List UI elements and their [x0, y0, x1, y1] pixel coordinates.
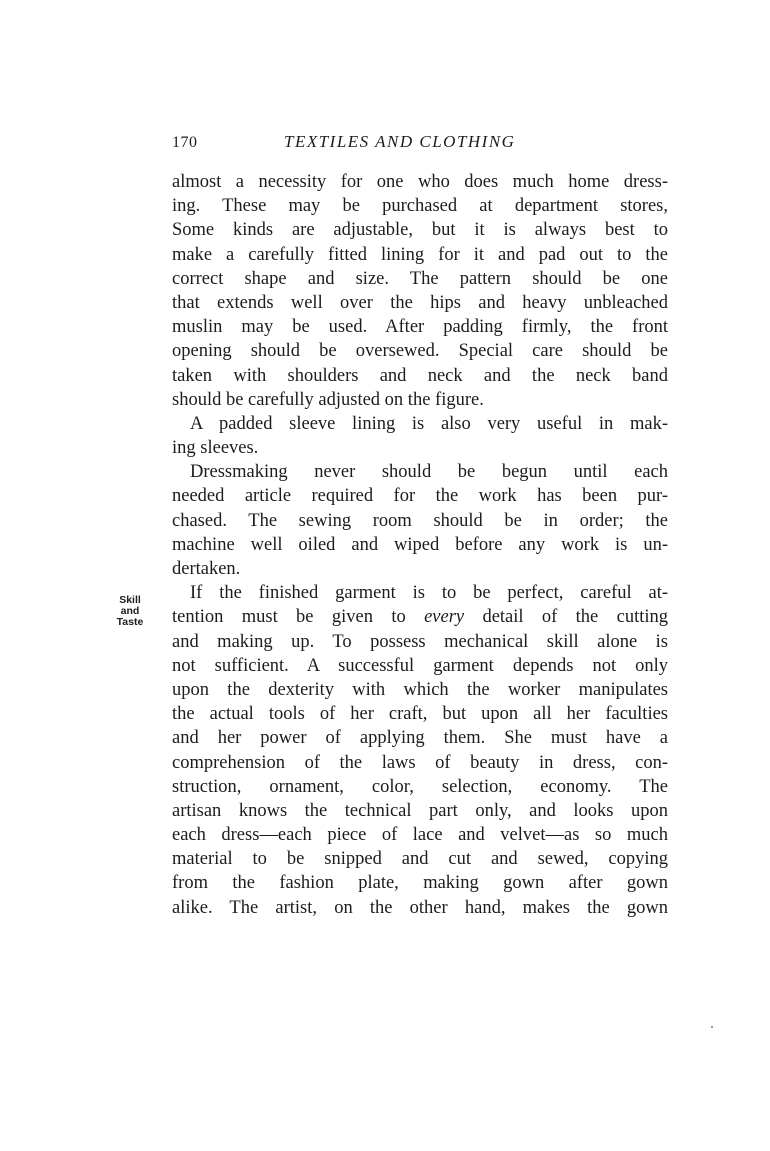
- text-run: tention must be given to: [172, 607, 425, 628]
- text-line: make a carefully fitted lining for it and pad out to the: [172, 244, 668, 265]
- text-line-emphasis: [172, 605, 668, 629]
- text-run: detail of the cutting: [464, 607, 668, 628]
- margin-note-line: Skill: [119, 594, 141, 606]
- margin-note: [107, 595, 153, 628]
- text-line: should be carefully adjusted on the figure.: [172, 389, 484, 410]
- text-line: artisan knows the technical part only, and looks upon: [172, 800, 668, 821]
- body-text: [172, 170, 668, 920]
- text-line: and making up. To possess mechanical skill alone is: [172, 631, 668, 652]
- page-header: [172, 132, 670, 156]
- text-line: muslin may be used. After padding firmly, the front: [172, 317, 668, 338]
- text-line: opening should be oversewed. Special care should be: [172, 341, 668, 362]
- text-line: not sufficient. A successful garment depends not only: [172, 655, 668, 676]
- text-line: Dressmaking never should be begun until each: [190, 462, 668, 483]
- text-line: Some kinds are adjustable, but it is always best to: [172, 220, 668, 241]
- text-line: correct shape and size. The pattern should be one: [172, 268, 668, 289]
- paper-speck: [711, 1026, 713, 1028]
- text-line: struction, ornament, color, selection, economy. The: [172, 776, 668, 797]
- emphasis-word: every: [424, 607, 465, 628]
- text-line: and her power of applying them. She must have a: [172, 728, 668, 749]
- margin-note-line: and: [120, 605, 140, 617]
- page-number: 170: [172, 134, 198, 151]
- text-line: chased. The sewing room should be in order; the: [172, 510, 668, 531]
- text-line: alike. The artist, on the other hand, makes the gown: [172, 897, 668, 918]
- text-line: comprehension of the laws of beauty in dress, con-: [172, 752, 668, 773]
- text-line: If the finished garment is to be perfect, careful at-: [190, 583, 668, 604]
- text-line: each dress—each piece of lace and velvet—as so much: [172, 825, 668, 846]
- text-line: A padded sleeve lining is also very useful in mak-: [190, 413, 668, 434]
- text-line: from the fashion plate, making gown after gown: [172, 873, 668, 894]
- margin-note-line: Taste: [116, 616, 144, 628]
- text-line: the actual tools of her craft, but upon all her faculties: [172, 704, 668, 725]
- running-head: TEXTILES AND CLOTHING: [284, 132, 516, 151]
- text-line: ing. These may be purchased at department stores,: [172, 196, 668, 217]
- text-line: material to be snipped and cut and sewed, copying: [172, 849, 668, 870]
- text-line: that extends well over the hips and heavy unbleached: [172, 292, 668, 313]
- text-line: dertaken.: [172, 559, 241, 579]
- text-line: taken with shoulders and neck and the neck band: [172, 365, 668, 386]
- text-line: machine well oiled and wiped before any work is un-: [172, 534, 668, 555]
- text-line: needed article required for the work has been pur-: [172, 486, 668, 507]
- text-line: upon the dexterity with which the worker manipulates: [172, 679, 668, 700]
- text-line: almost a necessity for one who does much home dress-: [172, 172, 668, 192]
- text-line: ing sleeves.: [172, 438, 259, 459]
